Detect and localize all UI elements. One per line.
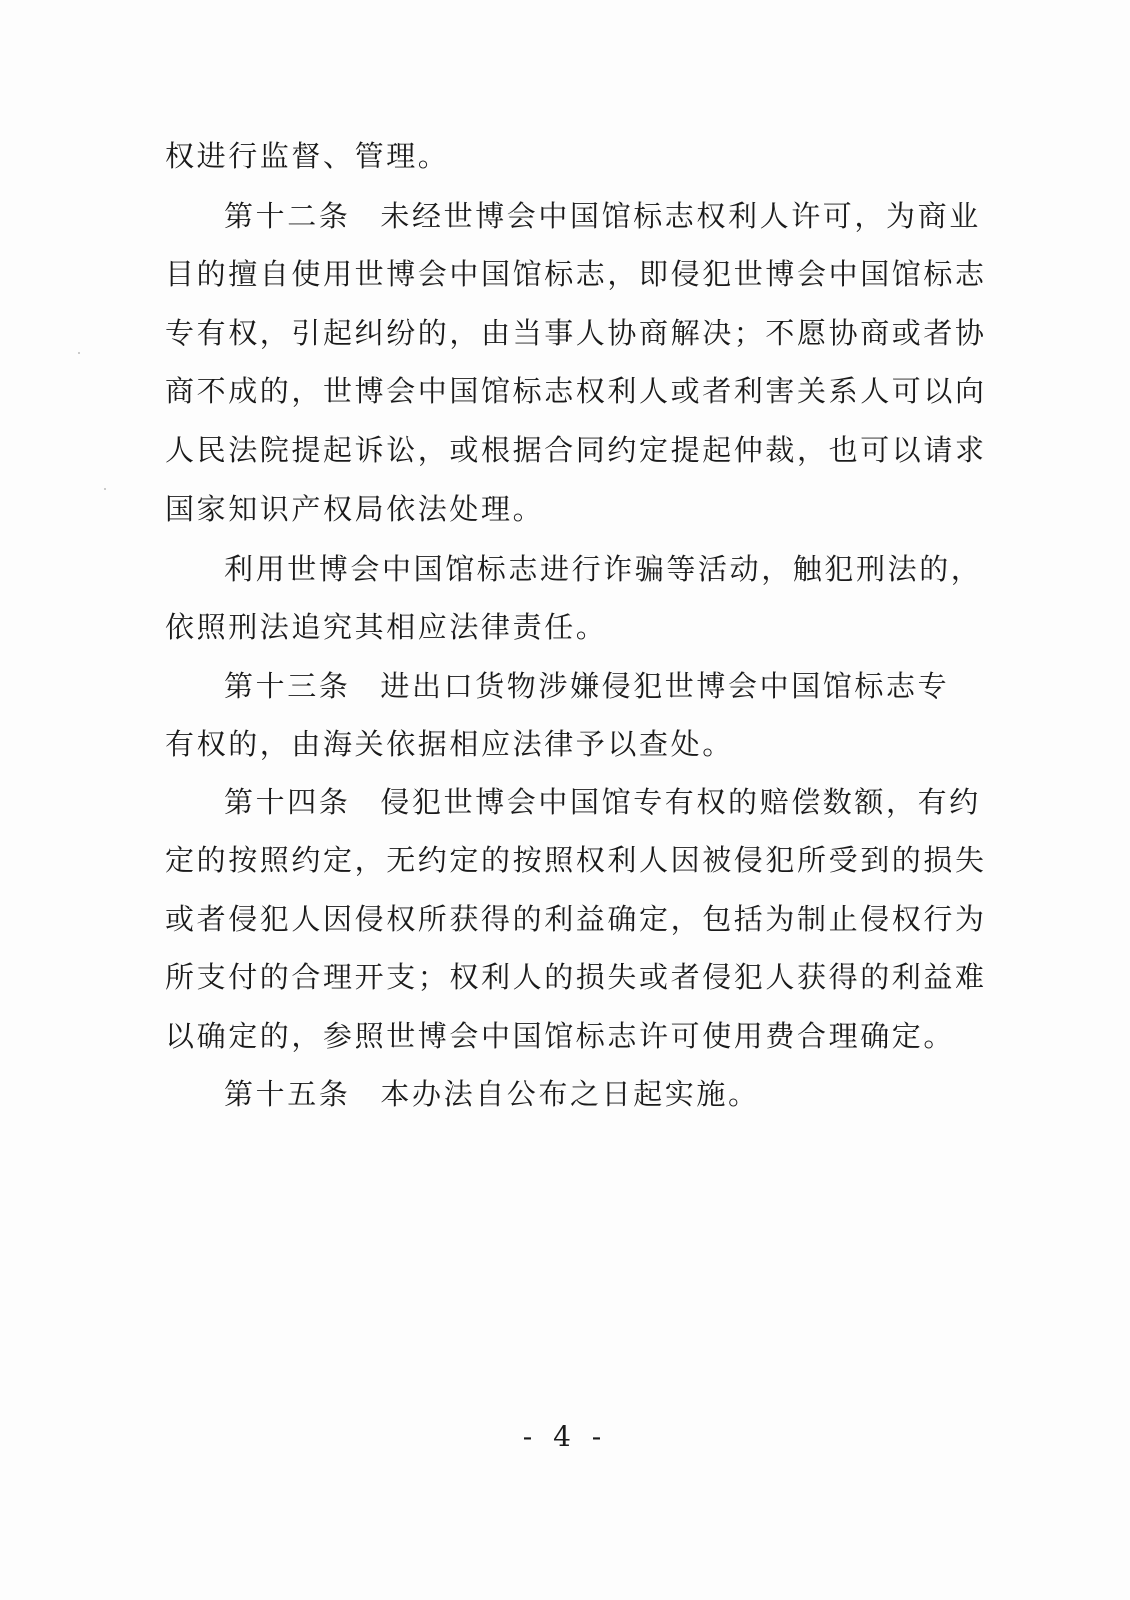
text-line: 国家知识产权局依法处理。 [165, 492, 545, 526]
article-15-first-line [224, 1074, 1004, 1114]
text-line: 或者侵犯人因侵权所获得的利益确定，包括为制止侵权行为 [165, 902, 987, 936]
article-heading: 第十二条 [224, 199, 351, 233]
article-heading: 第十三条 [224, 669, 351, 703]
text-line: 权进行监督、管理。 [165, 139, 450, 173]
text-line: 所支付的合理开支；权利人的损失或者侵犯人获得的利益难 [165, 960, 987, 994]
text-line: 目的擅自使用世博会中国馆标志，即侵犯世博会中国馆标志 [165, 257, 987, 291]
text-line: 人民法院提起诉讼，或根据合同约定提起仲裁，也可以请求 [165, 433, 987, 467]
text-line: 利用世博会中国馆标志进行诈骗等活动，触犯刑法的， [224, 552, 983, 586]
article-text: 进出口货物涉嫌侵犯世博会中国馆标志专 [380, 669, 950, 703]
article-text: 侵犯世博会中国馆专有权的赔偿数额，有约 [380, 785, 981, 819]
article-text: 未经世博会中国馆标志权利人许可，为商业 [380, 199, 981, 233]
text-line: 有权的，由海关依据相应法律予以查处。 [165, 727, 734, 761]
text-line: 以确定的，参照世博会中国馆标志许可使用费合理确定。 [165, 1019, 956, 1053]
article-14-first-line [224, 782, 1004, 822]
article-text: 本办法自公布之日起实施。 [380, 1077, 760, 1111]
scan-speck [104, 488, 106, 490]
text-line: 定的按照约定，无约定的按照权利人因被侵犯所受到的损失 [165, 843, 987, 877]
text-line: 专有权，引起纠纷的，由当事人协商解决；不愿协商或者协 [165, 316, 987, 350]
scan-speck [78, 352, 80, 354]
text-line: 商不成的，世博会中国馆标志权利人或者利害关系人可以向 [165, 374, 987, 408]
article-heading: 第十四条 [224, 785, 351, 819]
text-line: 依照刑法追究其相应法律责任。 [165, 610, 608, 644]
page-number: - 4 - [522, 1420, 608, 1453]
article-13-first-line [224, 666, 1004, 706]
article-12-first-line [224, 196, 1004, 236]
article-heading: 第十五条 [224, 1077, 351, 1111]
